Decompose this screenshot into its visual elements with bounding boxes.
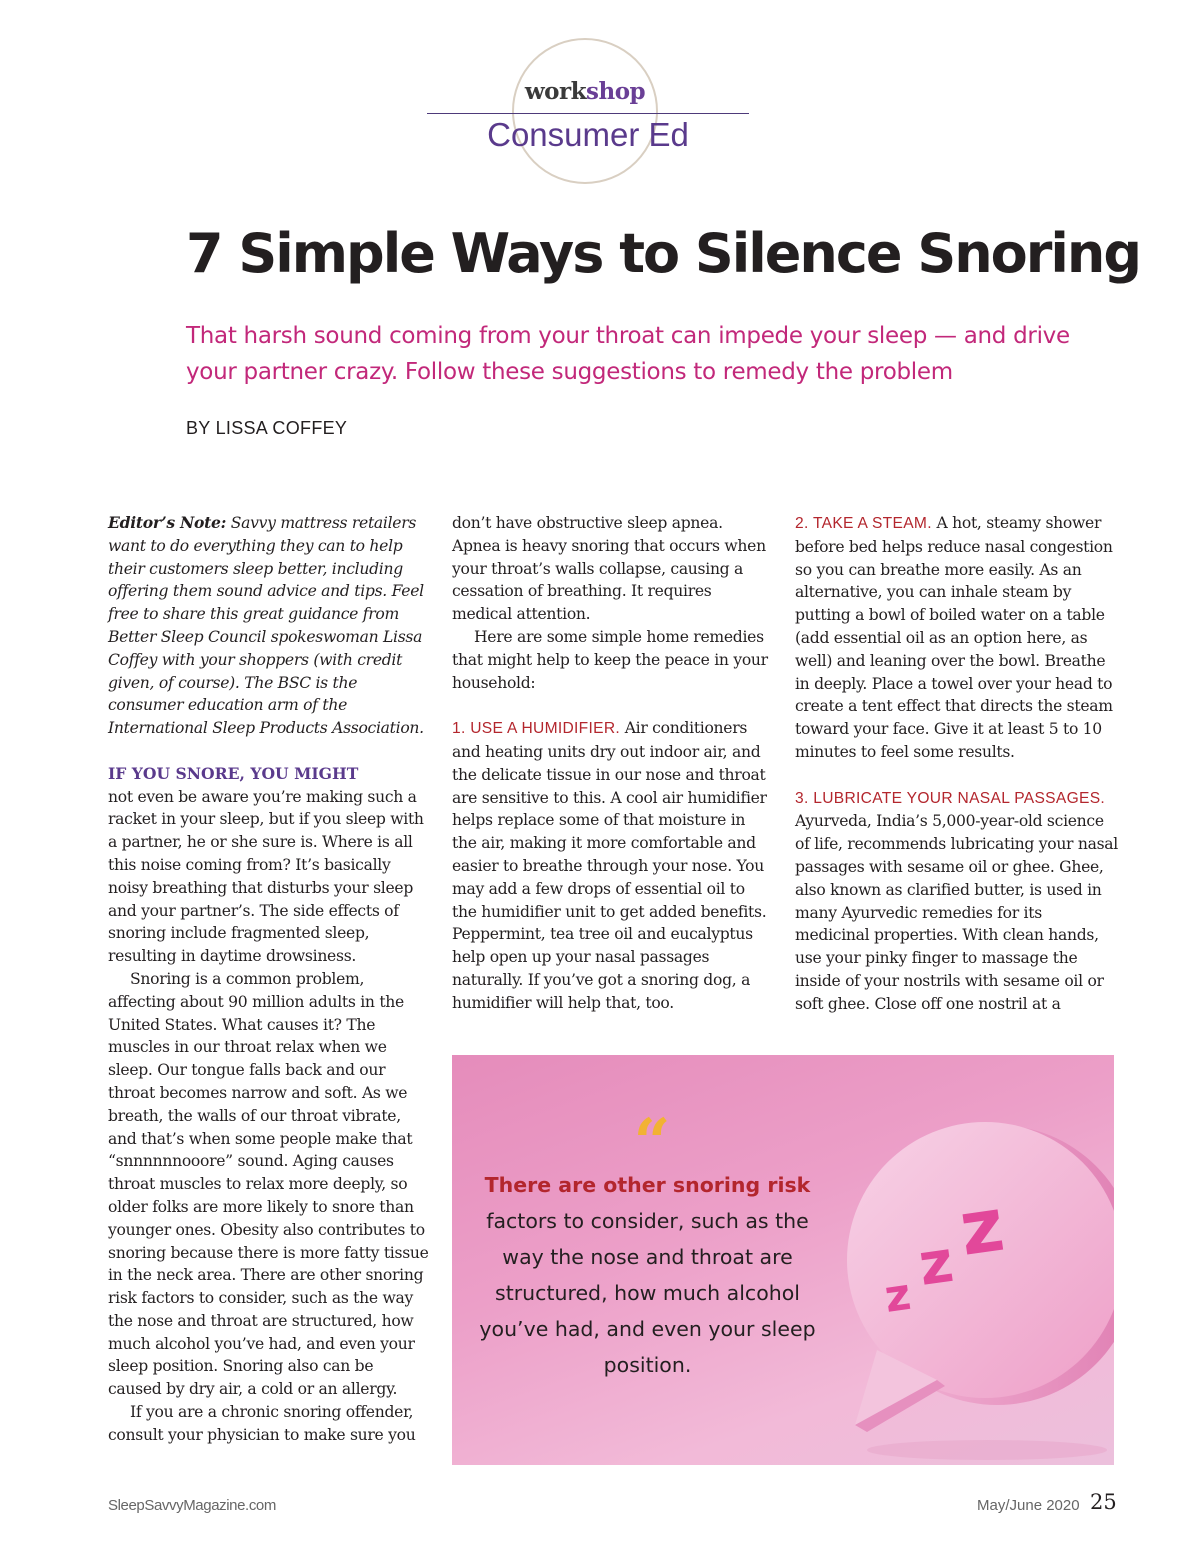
tip-1-body: Air conditioners and heating units dry out indoor air, and the delicate tissue in our nose and throat are sensitive to this. A cool air humidifier helps replace some of that moisture in the air, making it more comfortable and easier to breathe through your nose. You may add a few drops of essential oil to the humidifier unit to get added benefits. Peppermint, tea tree oil and eucalyptus help open up your nasal passages naturally. If you’ve got a snoring dog, a humidifier will help that, too. [452,719,767,1012]
page-number: 25 [1090,1490,1117,1514]
workshop-label [512,78,658,105]
body-paragraph: Snoring is a common problem, affecting about 90 million adults in the United States. What causes it? The muscles in our throat relax when we sleep. Our tongue falls back and our throat becomes narrow and soft. As we breath, the walls of our throat vibrate, and that’s when some people make that “snnnnnnooore” sound. Aging causes throat muscles to relax more deeply, so older folks are more likely to snore than younger ones. Obesity also contributes to snoring because there is more fatty tissue in the neck area. There are other snoring risk factors to consider, such as the way the nose and throat are structured, how much alcohol you’ve had, and even your sleep position. Snoring also can be caused by dry air, a cold or an allergy. [108,969,429,1399]
pull-quote-highlight: There are other snoring risk [484,1173,811,1197]
tip-1-heading: 1. USE A HUMIDIFIER. [452,720,621,738]
tip-3 [795,787,1119,1016]
tip-3-body: Ayurveda, India’s 5,000-year-old science of life, recommends lubricating your nasal passages with sesame oil or ghee. Ghee, also known as clarified butter, is used in many Ayurvedic remedies for its medicinal properties. With clean hands, use your pinky finger to massage the inside of your nostrils with sesame oil or soft ghee. Close off one nostril at a [795,812,1118,1013]
editors-note [108,512,430,740]
body-paragraph: If you are a chronic snoring offender, consult your physician to make sure you [108,1403,416,1444]
editors-note-body: Savvy mattress retailers want to do everything they can to help their customers sleep better, including offering them sound advice and tips. Feel free to share this great guidance from Better Sleep Council spokeswoman Lissa Coffey with your shoppers (with credit given, of course). The BSC is the consumer education arm of the International Sleep Products Association. [108,514,424,738]
zzz-speech-bubble-icon [837,1080,1114,1460]
text-column-3 [795,512,1119,1016]
svg-text:z: z [914,1226,958,1299]
article-byline: BY LISSA COFFEY [186,418,348,438]
workshop-label-part2: shop [586,78,646,105]
pull-quote-panel [452,1055,1114,1465]
quote-mark-icon: “ [633,1105,671,1180]
pull-quote-rest: factors to consider, such as the way the nose and throat are structured, how much alcohol you’ve had, and even your sleep position. [479,1209,816,1377]
tip-2 [795,512,1119,764]
svg-text:z: z [954,1181,1010,1273]
body-paragraph: don’t have obstructive sleep apnea. Apnea is heavy snoring that occurs when your throat’s walls collapse, causing a cessation of breathing. It requires medical attention. [452,514,766,624]
section-badge-circle [512,38,658,184]
tip-2-heading: 2. TAKE A STEAM. [795,515,932,532]
article-headline: 7 Simple Ways to Silence Snoring [186,222,1140,285]
text-column-1 [108,512,430,1447]
editors-note-label: Editor’s Note: [108,513,227,532]
text-column-2 [452,512,770,1015]
tip-2-body: A hot, steamy shower before bed helps reduce nasal congestion so you can breathe more easily. As an alternative, you can inhale steam by putting a bowl of boiled water on a table (add essential oil as an option here, as well) and leaning over the bowl. Breathe in deeply. Place a towel over your head to create a tent effect that directs the steam toward your face. Give it at least 5 to 10 minutes to feel some results. [795,514,1113,761]
article-deck: That harsh sound coming from your throat can impede your sleep — and drive your partner crazy. Follow these suggestions to remedy the problem [186,323,1070,385]
lead-in-text: IF YOU SNORE, YOU MIGHT [108,763,359,783]
pull-quote-text [470,1167,825,1383]
workshop-label-part1: work [524,78,587,105]
body-paragraph: Here are some simple home remedies that might help to keep the peace in your household: [452,627,768,692]
footer-issue-date: May/June 2020 [977,1497,1080,1514]
tip-1 [452,717,770,1014]
footer-website: SleepSavvyMagazine.com [108,1497,276,1514]
body-paragraph: not even be aware you’re making such a racket in your sleep, but if you sleep with a partner, he or she sure is. Where is all this noise coming from? It’s basically noisy breathing that disturbs your sleep and your partner’s. The side effects of snoring include fragmented sleep, resulting in daytime drowsiness. [108,787,424,966]
badge-rule [427,113,749,114]
tip-3-heading: 3. LUBRICATE YOUR NASAL PASSAGES. [795,789,1106,807]
svg-text:z: z [881,1268,914,1323]
intro-lead-in [108,763,430,786]
section-name: Consumer Ed [487,116,689,153]
